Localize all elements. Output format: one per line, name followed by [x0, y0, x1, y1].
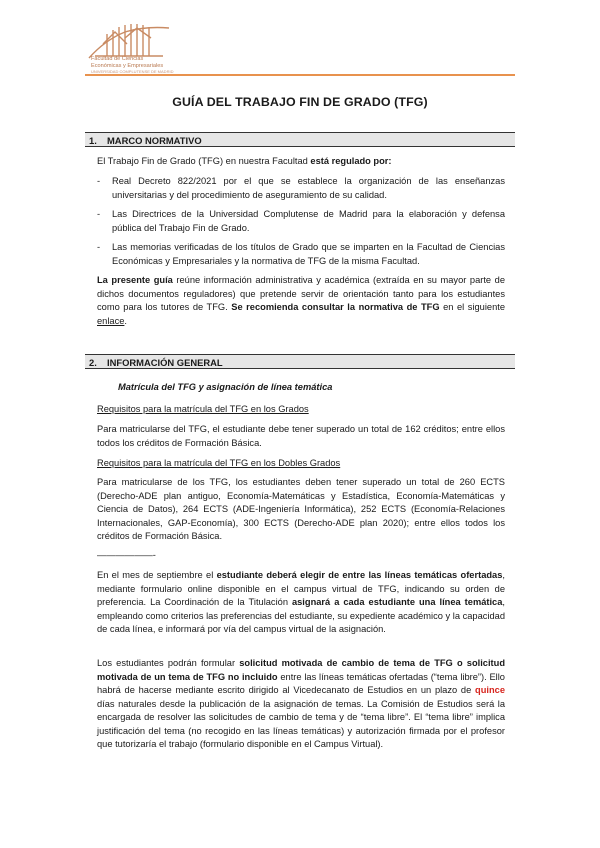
- section-title: MARCO NORMATIVO: [107, 135, 202, 146]
- p1-text-b: , mediante formulario online disponible en el campus virtual de TFG, indicando su orden de preferencia. La Coordinación de la Titulación: [97, 570, 505, 607]
- document-title: GUÍA DEL TRABAJO FIN DE GRADO (TFG): [172, 95, 428, 109]
- logo-line-1: Facultad de Ciencias: [91, 56, 144, 62]
- bullet-dash: -: [97, 176, 101, 186]
- list-item: [97, 241, 505, 268]
- intro-bold: está regulado por: [310, 156, 389, 166]
- p1-bold-a: estudiante deberá elegir de entre las líneas temáticas ofertadas: [216, 570, 503, 580]
- section-heading-informacion-general: [85, 354, 515, 369]
- section1-guide-paragraph: [97, 274, 505, 328]
- regulation-list: [97, 175, 505, 268]
- requirements-dobles-grados-title: Requisitos para la matrícula del TFG en los Dobles Grados: [97, 458, 341, 468]
- page-header: [85, 18, 515, 80]
- list-item: [97, 208, 505, 235]
- guide-text: reúne información administrativa y académica (extraída en su mayor parte de dichos documentos reguladores) que pretende servir de orientación tanto para los estudiantes como para los tutores de TFG.: [97, 275, 505, 312]
- req1-text: Para matricularse del TFG, el estudiante debe tener superado un total de 162 créditos; entre ellos todos los créditos de Formación Básica.: [97, 424, 505, 448]
- requirements-dobles-grados-text: [97, 476, 505, 544]
- subsection-title: Matrícula del TFG y asignación de línea temática: [118, 382, 333, 392]
- p2-bold: solicitud motivada de cambio de tema de TFG o solicitud motivada de un tema de TFG no incluido: [97, 658, 506, 682]
- deadline-highlight: quince: [475, 685, 505, 695]
- bullet-dash: -: [97, 242, 101, 252]
- p1-bold-b: asignará a cada estudiante una línea temática: [291, 597, 503, 607]
- section-title: INFORMACIÓN GENERAL: [107, 357, 223, 368]
- section-heading-marco-normativo: [85, 132, 515, 147]
- p1-text-c: , empleando como criterios las preferencias del estudiante, su expediente académico y la capacidad de cada línea, e informará por vía del campus virtual de la asignación.: [97, 597, 505, 634]
- list-item-text: Real Decreto 822/2021 por el que se establece la organización de las enseñanzas universitarias y del procedimiento de aseguramiento de su calidad.: [112, 176, 505, 200]
- p1-text-a: En el mes de septiembre el: [97, 570, 217, 580]
- list-item-text: Las Directrices de la Universidad Complutense de Madrid para la elaboración y defensa pública del Trabajo Fin de Grado.: [112, 209, 505, 233]
- logo-line-2: Económicas y Empresariales: [91, 62, 164, 69]
- intro-text: El Trabajo Fin de Grado (TFG) en nuestra Facultad: [97, 156, 311, 166]
- section-number: 1.: [89, 135, 97, 146]
- guide-recommend: Se recomienda consultar la normativa de TFG: [231, 302, 440, 312]
- topic-change-paragraph: [97, 657, 505, 752]
- list-item-text: Las memorias verificadas de los títulos de Grado que se imparten en la Facultad de Ciencias Económicas y Empresariales y la normativa de TFG de la misma Facultad.: [112, 242, 505, 266]
- p2-text-c: días naturales desde la publicación de la asignación de temas. La Comisión de Estudios será la encargada de resolver las solicitudes de cambio de tema y de “tema libre”. El “tema libre” implica justificación del tema (no recogido en las líneas temáticas) y autorización firmada por el profesor que tutorizaría el trabajo (formulario disponible en el Campus Virtual).: [97, 698, 505, 749]
- normativa-link[interactable]: enlace: [97, 315, 125, 326]
- requirements-grados-text: [97, 423, 505, 450]
- guide-bold: La presente guía: [97, 275, 173, 285]
- separator-line: ——————-: [97, 550, 156, 560]
- p2-text-b: entre las líneas temáticas ofertadas (“tema libre”). Ello habrá de hacerse mediante escrito dirigido al Vicedecanato de Estudios en un plazo de: [97, 671, 505, 695]
- requirements-grados-title: Requisitos para la matrícula del TFG en los Grados: [97, 404, 309, 414]
- bullet-dash: -: [97, 209, 101, 219]
- section1-intro: [97, 155, 505, 169]
- line-selection-paragraph: [97, 569, 505, 637]
- guide-end: .: [124, 315, 127, 326]
- p2-text-a: Los estudiantes podrán formular: [97, 658, 240, 668]
- logo-line-3: UNIVERSIDAD COMPLUTENSE DE MADRID: [91, 69, 174, 75]
- req2-text: Para matricularse de los TFG, los estudiantes deben tener superado un total de 260 ECTS (Derecho-ADE plan antiguo, Economía-Matemáticas y Estadística, Economía-Matemáticas y Ciencia de Datos), 264 ECTS (ADE-Ingeniería Informática), 252 ECTS (Economía-Relaciones Internacionales, GAP-Economía), 300 ECTS (Derecho-ADE plan 2020); entre ellos todos los créditos de Formación Básica.: [97, 477, 505, 541]
- guide-text-2: en el siguiente: [439, 302, 505, 312]
- section-number: 2.: [89, 357, 97, 368]
- logo-caption: [91, 56, 191, 76]
- header-divider: [85, 74, 515, 76]
- list-item: [97, 175, 505, 202]
- intro-colon: :: [388, 156, 392, 166]
